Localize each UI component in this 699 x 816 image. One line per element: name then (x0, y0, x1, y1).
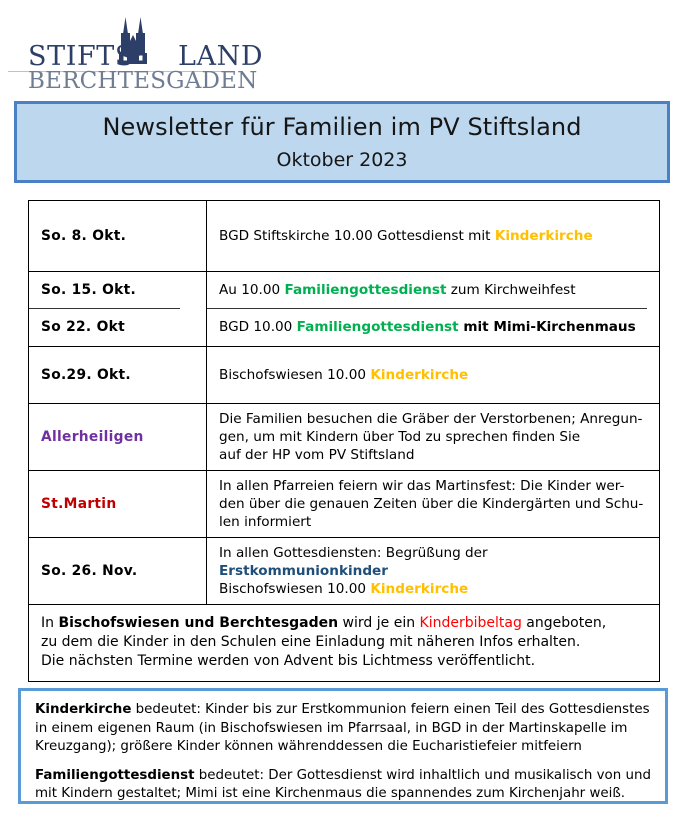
legend-item-kinderkirche (35, 701, 651, 757)
event-line-3: len informiert (219, 514, 312, 531)
legend-box (18, 688, 668, 804)
event-text-after: zum Kirchweihfest (446, 282, 576, 299)
event-date: So. 26. Nov. (29, 538, 207, 605)
event-line-2: den über die genauen Zeiten über die Kindergärten und Schu- (219, 496, 644, 512)
schedule-table (28, 200, 660, 682)
event-date-label: Allerheiligen (41, 428, 144, 445)
brand-header (0, 0, 699, 95)
page-title: Newsletter für Familien im PV Stiftsland (102, 113, 582, 141)
event-text-before: BGD 10.00 (219, 319, 297, 336)
page-subtitle: Oktober 2023 (276, 149, 408, 171)
legend-term: Familiengottesdienst (35, 767, 195, 783)
event-date (29, 403, 207, 470)
logo-lockup (28, 14, 288, 94)
event-line-1: Die Familien besuchen die Gräber der Verstorbenen; Anregun- (219, 410, 643, 427)
footnote-line-2: zu dem die Kinder in den Schulen eine Einladung mit näheren Infos erhalten. (41, 634, 581, 651)
event-description (207, 538, 660, 605)
logo-word-land: LAND (178, 41, 264, 72)
table-row (29, 403, 660, 470)
event-line-3: auf der HP vom PV Stiftsland (219, 446, 415, 463)
logo-line-berchtesgaden: BERCHTESGADEN (28, 68, 258, 94)
table-row (29, 346, 660, 403)
footnote-text-3: angeboten, (521, 615, 607, 632)
footnote-highlight-kinderbibeltag: Kinderbibeltag (419, 615, 522, 632)
footnote-line-3: Die nächsten Termine werden von Advent bis Lichtmess veröffentlicht. (41, 653, 536, 670)
legend-term: Kinderkirche (35, 702, 132, 717)
table-row (29, 272, 660, 347)
event-description-split (207, 272, 660, 347)
logo-word-stifts: STIFTS (28, 41, 135, 72)
event-text-before: In allen Gottesdiensten: Begrüßung der (219, 545, 488, 562)
legend-item-familiengottesdienst (35, 767, 651, 804)
event-date: So. 15. Okt. (29, 272, 180, 309)
event-text-after: mit Mimi-Kirchenmaus (458, 319, 636, 336)
table-row (29, 201, 660, 272)
event-date-split (29, 272, 207, 347)
footnote-text-2: wird je ein (338, 615, 420, 632)
event-date: So.29. Okt. (29, 346, 207, 403)
newsletter-title-banner (14, 101, 670, 183)
table-row (29, 470, 660, 537)
event-line-1: In allen Pfarreien feiern wir das Martinsfest: Die Kinder wer- (219, 477, 625, 494)
event-highlight-kinderkirche: Kinderkirche (494, 227, 593, 244)
event-text-before: Au 10.00 (219, 282, 285, 299)
event-date-label: St.Martin (41, 495, 117, 512)
event-description (207, 201, 660, 272)
footnote-text-1: In (41, 615, 59, 632)
event-description (207, 272, 647, 309)
event-highlight-familiengottesdienst: Familiengottesdienst (284, 282, 447, 299)
event-description (207, 403, 660, 470)
event-date: So. 8. Okt. (29, 201, 207, 272)
event-date (29, 470, 207, 537)
table-row-note (29, 605, 660, 682)
event-highlight-familiengottesdienst: Familiengottesdienst (296, 319, 459, 336)
event-highlight-erstkommunionkinder: Erstkommunionkinder (219, 563, 388, 580)
event-highlight-kinderkirche: Kinderkirche (370, 581, 469, 598)
event-text-before: Bischofswiesen 10.00 (219, 366, 371, 383)
schedule-footnote (29, 605, 660, 682)
event-date: So 22. Okt (41, 319, 125, 336)
legend-definition: bedeutet: Der Gottesdienst wird inhaltlich und musikalisch von und mit Kindern gestaltet; Mimi ist eine Kirchenmaus die spannendes zum Kirchenjahr weiß. (35, 767, 651, 801)
event-highlight-kinderkirche: Kinderkirche (370, 366, 469, 383)
event-description (207, 309, 659, 345)
legend-definition: bedeutet: Kinder bis zur Erstkommunion feiern einen Teil des Gottesdienstes in einem eigenen Raum (in Bischofswiesen im Pfarrsaal, in BGD in der Martinskapelle im Kreuzgang); größere Kinder können währenddessen die Eucharistiefeier mitfeiern (35, 702, 650, 754)
table-row (29, 538, 660, 605)
footnote-bold-parishes: Bischofswiesen und Berchtesgaden (58, 615, 339, 632)
event-description (207, 470, 660, 537)
event-text-before: BGD Stiftskirche 10.00 Gottesdienst mit (219, 227, 495, 244)
event-description (207, 346, 660, 403)
event-line-2: gen, um mit Kindern über Tod zu sprechen finden Sie (219, 428, 581, 445)
event-text-before: Bischofswiesen 10.00 (219, 581, 371, 598)
